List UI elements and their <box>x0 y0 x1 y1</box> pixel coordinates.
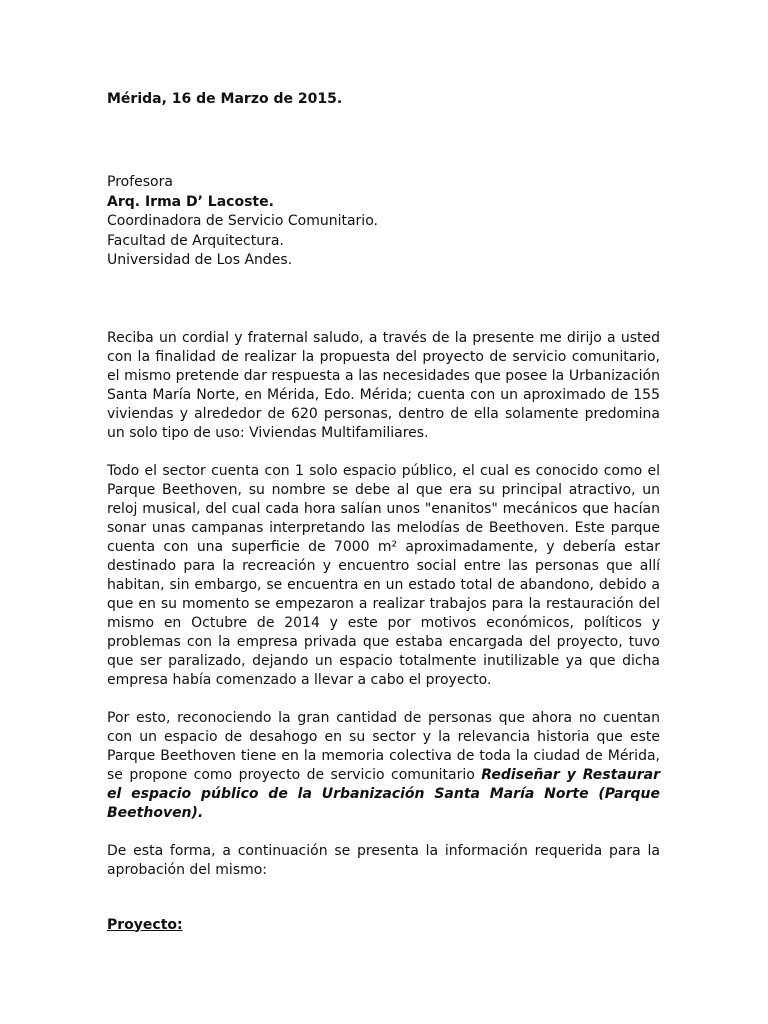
paragraph-greeting: Reciba un cordial y fraternal saludo, a través de la presente me dirijo a usted con la finalidad de realizar la propuesta del proyecto de servicio comunitario, el mismo pretende dar respuesta a las necesidades que posee la Urbanización Santa María Norte, en Mérida, Edo. Mérida; cuenta con un aproximado de 155 viviendas y alrededor de 620 personas, dentro de ella solamente predomina un solo tipo de uso: Viviendas Multifamiliares. <box>107 329 660 441</box>
recipient-block <box>107 173 660 271</box>
section-heading-proyecto: Proyecto: <box>107 916 183 933</box>
paragraph-closing: De esta forma, a continuación se presenta la información requerida para la aprobación del mismo: <box>107 842 660 878</box>
recipient-title: Profesora <box>107 174 173 190</box>
recipient-faculty: Facultad de Arquitectura. <box>107 232 284 249</box>
letter-date: Mérida, 16 de Marzo de 2015. <box>107 91 343 107</box>
recipient-role: Coordinadora de Servicio Comunitario. <box>107 213 378 229</box>
recipient-name: Arq. Irma D’ Lacoste. <box>107 193 274 210</box>
letter-body <box>107 329 660 880</box>
paragraph-proposal-intro: Por esto, reconociendo la gran cantidad de personas que ahora no cuentan con un espacio de desahogo en su sector y la relevancia historia que este Parque Beethoven tiene en la memoria colectiva de toda la ciudad de Mérida, se propone como proyecto de servicio comunitario <box>107 709 660 783</box>
paragraph-proposal <box>107 709 660 823</box>
paragraph-proposal-emphasis: Rediseñar y Restaurar el espacio público de la Urbanización Santa María Norte (Parque Beethoven). <box>107 766 660 821</box>
recipient-university: Universidad de Los Andes. <box>107 252 293 268</box>
paragraph-park-description: Todo el sector cuenta con 1 solo espacio público, el cual es conocido como el Parque Beethoven, su nombre se debe al que era su principal atractivo, un reloj musical, del cual cada hora salían unos "enanitos" mecánicos que hacían sonar unas campanas interpretando las melodías de Beethoven. Este parque cuenta con una superficie de 7000 m² aproximadamente, y debería estar destinado para la recreación y encuentro social entre las personas que allí habitan, sin embargo, se encuentra en un estado total de abandono, debido a que en su momento se empezaron a realizar trabajos para la restauración del mismo en Octubre de 2014 y este por motivos económicos, políticos y problemas con la empresa privada que estaba encargada del proyecto, tuvo que ser paralizado, dejando un espacio totalmente inutilizable ya que dicha empresa había comenzado a llevar a cabo el proyecto. <box>107 462 660 688</box>
